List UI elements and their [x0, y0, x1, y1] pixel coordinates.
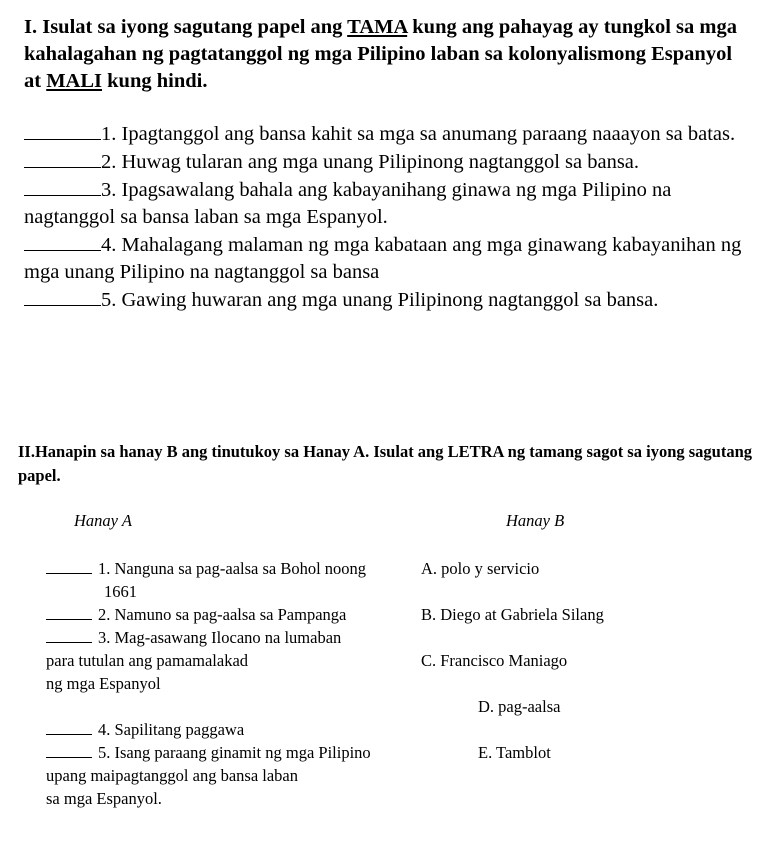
column-b-option-e: E. Tamblot: [478, 743, 551, 762]
item-text: 1. Ipagtanggol ang bansa kahit sa mga sa anumang paraang naaayon sa batas.: [101, 123, 736, 145]
answer-blank[interactable]: [24, 286, 101, 306]
column-a-item-3-cont: para tutulan ang pamamalakad: [46, 651, 249, 670]
true-keyword: TAMA: [347, 16, 408, 38]
answer-blank[interactable]: [46, 720, 92, 735]
answer-blank[interactable]: [46, 605, 92, 620]
column-b-option-a: A. polo y servicio: [421, 559, 540, 578]
column-b-option-b: B. Diego at Gabriela Silang: [421, 605, 604, 624]
item-text: 5. Gawing huwaran ang mga unang Pilipinong nagtanggol sa bansa.: [101, 289, 659, 311]
column-a-item-5: [46, 741, 371, 764]
list-item: [24, 231, 754, 286]
column-a-item-3: [46, 626, 341, 649]
answer-blank[interactable]: [24, 231, 101, 251]
instruction-text: I. Isulat sa iyong sagutang papel ang: [24, 16, 348, 38]
part1-instructions: [24, 14, 744, 95]
instruction-text: kung hindi.: [102, 70, 208, 92]
item-text: 4. Mahalagang malaman ng mga kabataan ang mga ginawang kabayanihan ng mga unang Pilipino na nagtanggol sa bansa: [24, 234, 742, 283]
answer-blank[interactable]: [24, 176, 101, 196]
answer-blank[interactable]: [24, 148, 101, 168]
list-item: [24, 148, 754, 176]
column-a-item-2: [46, 603, 346, 626]
item-text: 5. Isang paraang ginamit ng mga Pilipino: [98, 743, 371, 762]
item-text: 4. Sapilitang paggawa: [98, 720, 245, 739]
answer-blank[interactable]: [46, 743, 92, 758]
part2-instructions: II.Hanapin sa hanay B ang tinutukoy sa Hanay A. Isulat ang LETRA ng tamang sagot sa iyong sagutang papel.: [18, 442, 753, 485]
column-a-item-5-cont: upang maipagtanggol ang bansa laban: [46, 766, 299, 785]
answer-blank[interactable]: [46, 628, 92, 643]
item-text: 2. Namuno sa pag-aalsa sa Pampanga: [98, 605, 347, 624]
list-item: [24, 120, 754, 148]
column-b-heading: Hanay B: [506, 511, 565, 530]
column-a-item-1: [46, 557, 366, 580]
part1-items: [24, 120, 754, 314]
column-a-item-3-cont: ng mga Espanyol: [46, 674, 161, 693]
list-item: [24, 176, 754, 231]
answer-blank[interactable]: [46, 559, 92, 574]
column-b-option-d: D. pag-aalsa: [478, 697, 561, 716]
column-a-item-1-cont: 1661: [104, 582, 137, 601]
item-text: 3. Ipagsawalang bahala ang kabayanihang ginawa ng mga Pilipino na nagtanggol sa bansa laban sa mga Espanyol.: [24, 179, 672, 228]
column-a-item-4: [46, 718, 244, 741]
column-a-heading: Hanay A: [74, 511, 132, 530]
false-keyword: MALI: [46, 70, 103, 92]
column-b-option-c: C. Francisco Maniago: [421, 651, 568, 670]
list-item: [24, 286, 754, 314]
answer-blank[interactable]: [24, 120, 101, 140]
instruction-text: kung ang pahayag ay tungkol sa mga kahalagahan ng pagtatanggol ng mga Pilipino laban sa kolonyalismong Espanyol at: [24, 16, 737, 92]
column-a-item-5-cont: sa mga Espanyol.: [46, 789, 162, 808]
item-text: 2. Huwag tularan ang mga unang Pilipinong nagtanggol sa bansa.: [101, 151, 640, 173]
item-text: 3. Mag-asawang Ilocano na lumaban: [98, 628, 342, 647]
item-text: 1. Nanguna sa pag-aalsa sa Bohol noong: [98, 559, 367, 578]
